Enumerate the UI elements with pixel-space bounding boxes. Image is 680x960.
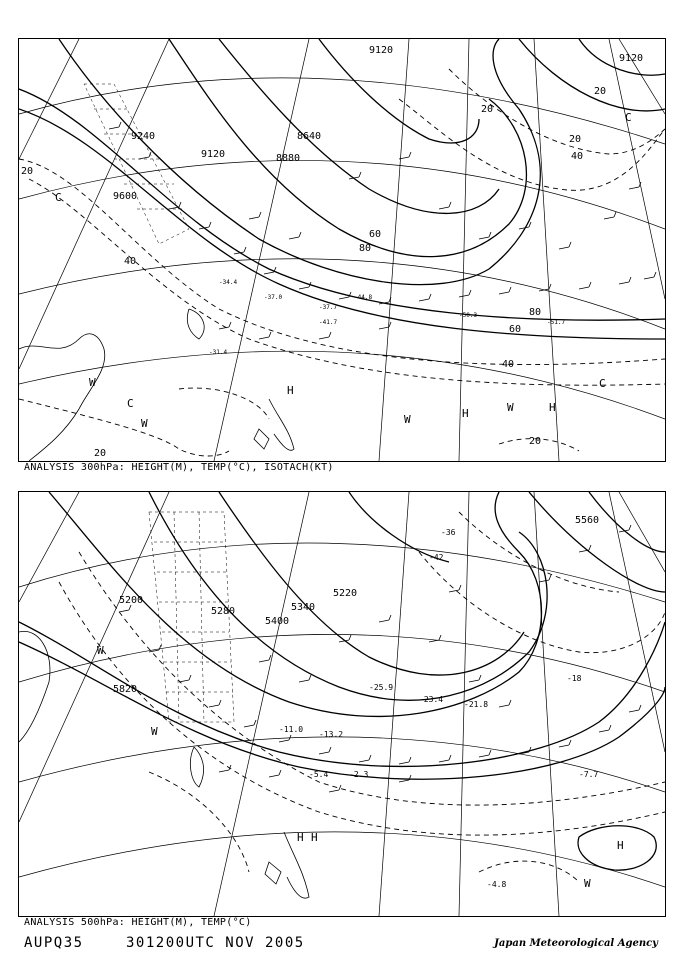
chart-id: AUPQ35 — [24, 935, 84, 951]
wind-barb — [399, 762, 409, 764]
wind-barb — [629, 187, 639, 189]
isotach-label: 20 — [481, 104, 494, 115]
wind-barb — [499, 292, 509, 294]
wind-barb-flag — [244, 247, 246, 252]
wind-barb-flag — [509, 700, 511, 705]
wind-barb — [359, 760, 369, 762]
warm-center-marker: W — [97, 644, 104, 657]
graticule — [19, 492, 665, 916]
isotach-label: 20 — [594, 86, 607, 97]
wind-barb — [399, 780, 409, 782]
wind-barb — [299, 680, 309, 682]
height-label: 9240 — [131, 131, 156, 142]
wind-barb — [269, 775, 279, 777]
wind-barb — [629, 710, 639, 712]
wind-barb — [479, 237, 489, 239]
temperature-label: -13.2 — [319, 730, 344, 739]
wind-barb-flag — [569, 740, 571, 745]
isotachs — [19, 69, 665, 456]
wind-barb-flag — [549, 575, 551, 580]
isotach-label: 40 — [571, 151, 584, 162]
wind-barb-flag — [369, 755, 371, 760]
wind-barb-flag — [179, 202, 181, 207]
wind-barb — [429, 640, 439, 642]
wind-barb — [439, 207, 449, 209]
wind-barb — [579, 287, 589, 289]
height-label: 9600 — [113, 191, 138, 202]
wind-barb-flag — [329, 332, 331, 337]
wind-barb-flag — [569, 242, 571, 247]
high-marker: H — [311, 831, 318, 844]
wind-barb-flag — [119, 122, 121, 127]
wind-barb-flag — [259, 212, 261, 217]
cold-center-marker: C — [599, 377, 606, 390]
wind-barb — [644, 277, 654, 279]
height-contours — [19, 39, 665, 339]
temperature-label: -21.8 — [464, 700, 489, 709]
isotach-label: 60 — [509, 324, 522, 335]
temperature-label: -44.8 — [354, 294, 373, 301]
caption-500hpa: ANALYSIS 500hPa: HEIGHT(M), TEMP(°C) — [24, 917, 252, 928]
wind-barb — [479, 755, 489, 757]
wind-barb-flag — [349, 635, 351, 640]
wind-barb-flag — [469, 290, 471, 295]
wind-barb-flag — [639, 705, 641, 710]
temperature-label: -42 — [429, 553, 444, 562]
wind-barb — [179, 680, 189, 682]
wind-barb-flag — [209, 222, 211, 227]
height-label: 5560 — [575, 515, 600, 526]
map-panel-500hpa — [18, 491, 666, 917]
isotach-label: 40 — [502, 359, 515, 370]
height-label: 9120 — [201, 149, 226, 160]
wind-barb — [469, 680, 479, 682]
cold-center-marker: C — [625, 111, 632, 124]
wind-barb — [119, 610, 129, 612]
temperature-label: -5.4 — [309, 770, 329, 779]
height-label: 5400 — [265, 616, 290, 627]
height-label: 5200 — [119, 595, 144, 606]
wind-barb — [439, 760, 449, 762]
isotach-label: 20 — [94, 448, 107, 459]
wind-barb — [209, 705, 219, 707]
wind-barb-flag — [439, 635, 441, 640]
wind-barbs — [119, 525, 641, 792]
wind-barb-flag — [359, 172, 361, 177]
high-marker: H — [462, 407, 469, 420]
warm-center-marker: W — [404, 413, 411, 426]
map-panel-300hpa — [18, 38, 666, 462]
wind-barb — [109, 127, 119, 129]
wind-barb-flag — [449, 202, 451, 207]
isotach-label: 80 — [529, 307, 542, 318]
wind-barb-flag — [459, 585, 461, 590]
valid-time: 301200UTC NOV 2005 — [126, 935, 305, 951]
wind-barb — [459, 295, 469, 297]
wind-barb-flag — [189, 675, 191, 680]
isotach-label: 80 — [359, 243, 372, 254]
height-label: 9120 — [619, 53, 644, 64]
wind-barb — [319, 752, 329, 754]
temperature-label: -7.7 — [579, 770, 599, 779]
height-label: 8880 — [276, 153, 301, 164]
map-500hpa — [19, 492, 665, 916]
wind-barb-flag — [629, 277, 631, 282]
temperature-label: -2.3 — [349, 770, 369, 779]
cold-center-marker: C — [55, 191, 62, 204]
wind-barb — [139, 157, 149, 159]
coastline — [19, 631, 309, 898]
wind-barb — [264, 272, 274, 274]
wind-barb — [259, 337, 269, 339]
wind-barb-flag — [629, 525, 631, 530]
wind-barb — [604, 217, 614, 219]
wind-barb — [329, 790, 339, 792]
wind-barb-flag — [549, 284, 551, 289]
wind-barb — [259, 660, 269, 662]
wind-barb — [299, 287, 309, 289]
warm-center-marker: W — [89, 376, 96, 389]
temperature-label: -41.7 — [319, 319, 338, 326]
temperature-label: -37.7 — [319, 304, 338, 311]
wind-barb — [249, 217, 259, 219]
wind-barb-flag — [339, 785, 341, 790]
wind-hatch — [149, 512, 234, 722]
map-300hpa — [19, 39, 665, 461]
wind-barb — [599, 730, 609, 732]
wind-barb — [169, 207, 179, 209]
wind-barb-flag — [409, 152, 411, 157]
wind-barb — [559, 247, 569, 249]
wind-barb-flag — [529, 222, 531, 227]
high-marker: H — [549, 401, 556, 414]
wind-barb — [539, 580, 549, 582]
wind-barb-flag — [654, 272, 656, 277]
wind-barb — [289, 237, 299, 239]
coastline — [19, 309, 294, 461]
height-label: 5280 — [211, 606, 236, 617]
wind-barb-flag — [409, 757, 411, 762]
isotach-label: 20 — [569, 134, 582, 145]
isotach-label: 60 — [369, 229, 382, 240]
wind-barb — [279, 740, 289, 742]
wind-barb-flag — [389, 322, 391, 327]
temperature-label: -50.3 — [459, 312, 478, 319]
temperature-label: -31.4 — [209, 349, 228, 356]
temperature-label-group — [279, 528, 598, 889]
agency-name: Japan Meteorological Agency — [494, 938, 658, 949]
temperature-label: -23.4 — [419, 695, 444, 704]
height-label: 8640 — [297, 131, 322, 142]
wind-barb-flag — [309, 675, 311, 680]
wind-barb-flag — [269, 655, 271, 660]
wind-barb — [619, 282, 629, 284]
wind-barb — [519, 227, 529, 229]
wind-barb-flag — [589, 282, 591, 287]
system-marker-group — [97, 644, 624, 890]
wind-barb-flag — [229, 322, 231, 327]
warm-center-marker: W — [507, 401, 514, 414]
wind-barb-flag — [329, 747, 331, 752]
wind-barb-flag — [489, 232, 491, 237]
height-label: 9120 — [369, 45, 394, 56]
wind-barb-flag — [479, 675, 481, 680]
wind-barb-flag — [269, 332, 271, 337]
wind-barb — [419, 299, 429, 301]
temperature-label: -36 — [441, 528, 456, 537]
wind-barb-flag — [389, 615, 391, 620]
isotach-label: 20 — [21, 166, 34, 177]
height-label: 5820 — [113, 684, 138, 695]
wind-barb — [499, 705, 509, 707]
wind-barb-flag — [279, 770, 281, 775]
wind-barb-flag — [219, 700, 221, 705]
height-label: 5220 — [333, 588, 358, 599]
graticule — [19, 39, 665, 461]
temperature-label: -4.8 — [487, 880, 507, 889]
high-marker: H — [297, 831, 304, 844]
wind-barb-flag — [429, 294, 431, 299]
wind-barb — [319, 337, 329, 339]
temperature-label: -51.7 — [547, 319, 566, 326]
wind-barb — [339, 297, 349, 299]
wind-hatch — [84, 84, 189, 244]
wind-barb — [244, 725, 254, 727]
wind-barb-flag — [159, 645, 161, 650]
high-marker: H — [287, 384, 294, 397]
wind-barb-flag — [489, 750, 491, 755]
wind-barb-flag — [254, 720, 256, 725]
high-marker: H — [617, 839, 624, 852]
isotach-label: 20 — [529, 436, 542, 447]
temperature-label: -11.0 — [279, 725, 304, 734]
wind-barb-flag — [589, 545, 591, 550]
wind-barb-flag — [509, 287, 511, 292]
warm-center-marker: W — [141, 417, 148, 430]
wind-barb-flag — [299, 232, 301, 237]
wind-barb — [219, 327, 229, 329]
warm-center-marker: W — [151, 725, 158, 738]
temperature-label: -37.0 — [264, 294, 283, 301]
temperature-label: -18 — [567, 674, 582, 683]
caption-300hpa: ANALYSIS 300hPa: HEIGHT(M), TEMP(°C), ISOTACH(KT) — [24, 462, 334, 473]
height-label-group — [113, 45, 643, 202]
wind-barb — [559, 745, 569, 747]
temperature-label: -25.9 — [369, 683, 394, 692]
temperature-label: -34.4 — [219, 279, 238, 286]
isotach-label: 40 — [124, 256, 137, 267]
wind-barb-flag — [449, 755, 451, 760]
wind-barb — [379, 327, 389, 329]
warm-center-marker: W — [584, 877, 591, 890]
cold-center-marker: C — [127, 397, 134, 410]
wind-barb — [379, 620, 389, 622]
wind-barb — [219, 770, 229, 772]
height-label: 5340 — [291, 602, 316, 613]
wind-barb-flag — [614, 212, 616, 217]
wind-barb-flag — [609, 725, 611, 730]
